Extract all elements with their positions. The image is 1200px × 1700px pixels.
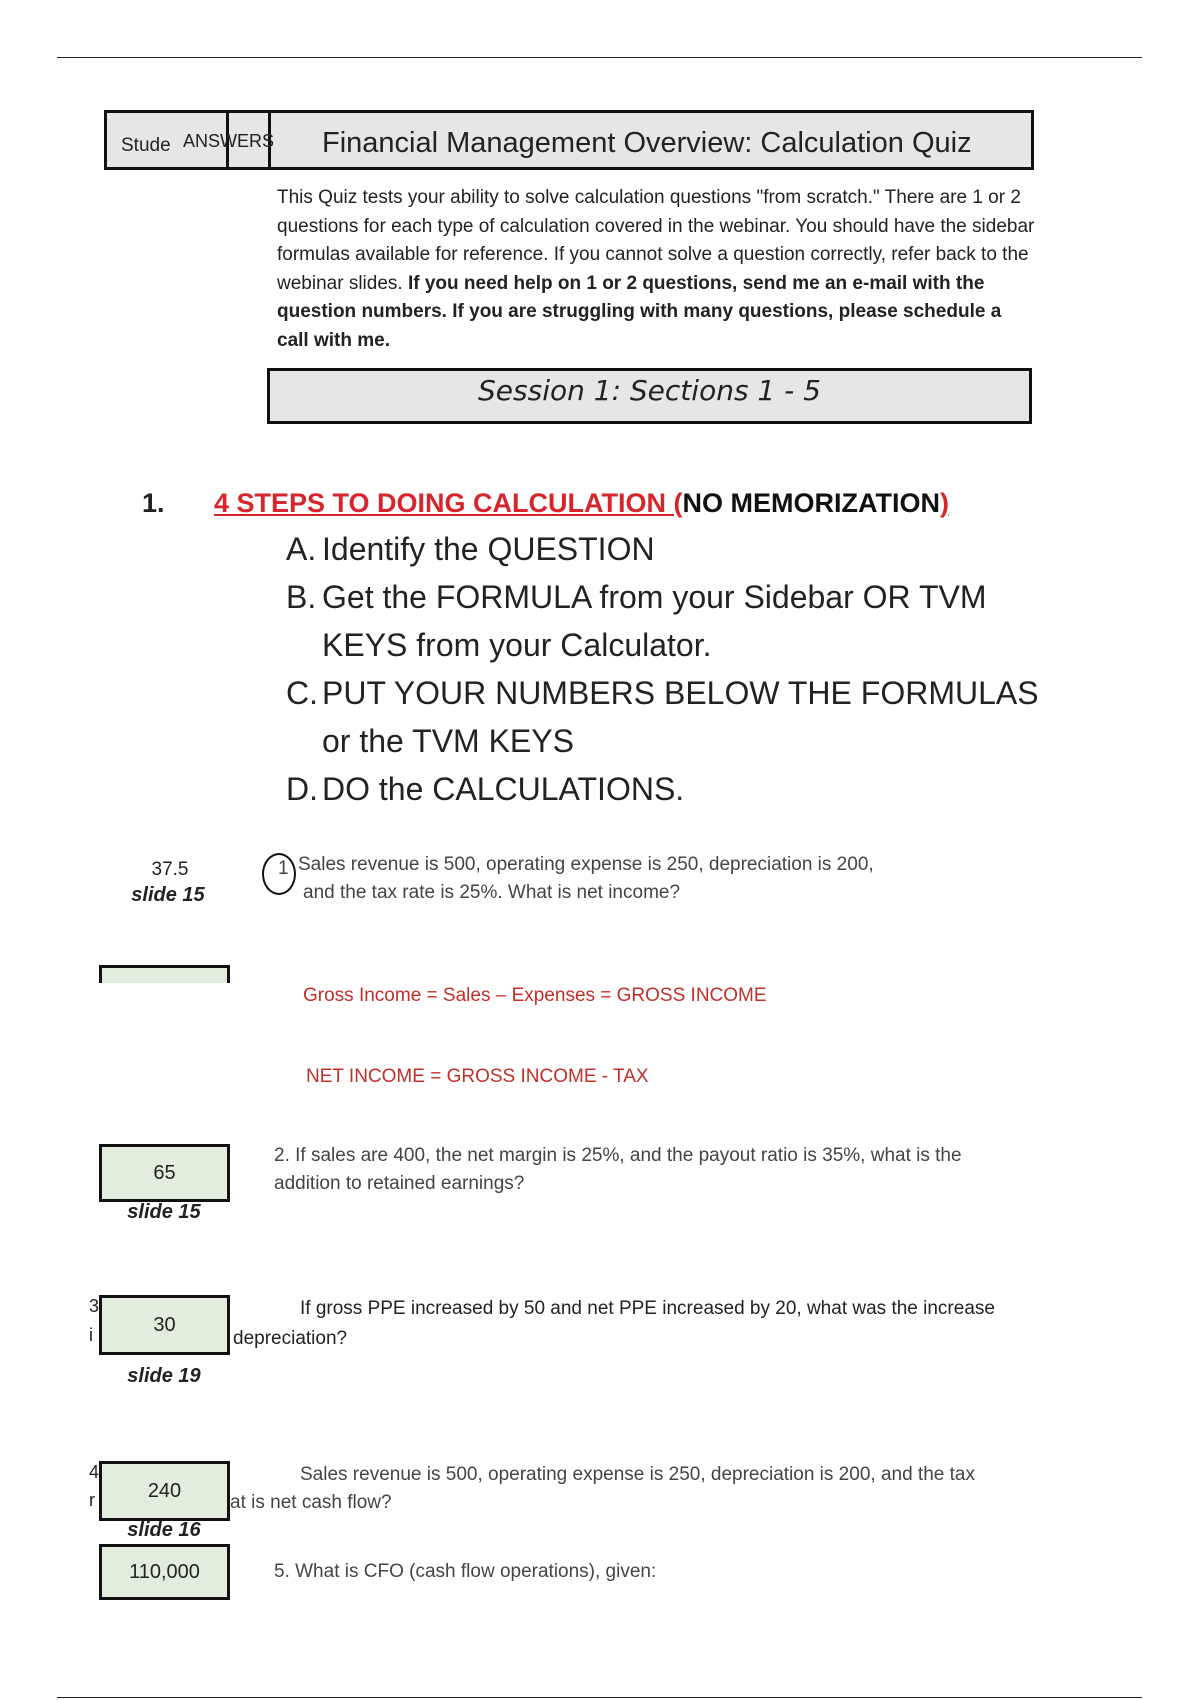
- answer-box: [99, 1461, 230, 1521]
- step-item: [286, 669, 1056, 765]
- answer-value: 37.5: [151, 859, 189, 880]
- intro-bold-text: If you need help on 1 or 2 questions, send me an e-mail with the question numbers. If you are struggling with many questions, please schedule a call with me.: [277, 272, 1002, 351]
- steps-list: [286, 525, 1056, 813]
- slide-reference: slide 19: [127, 1365, 201, 1387]
- intro-text: This Quiz tests your ability to solve calculation questions "from scratch." There are 1 or 2 questions for each type of calculation covered in the webinar. You should have the sidebar formulas available for reference. If you cannot solve a question correctly, refer back to the webinar slides.: [277, 187, 1035, 294]
- top-rule: [57, 57, 1142, 58]
- question-text-line2: depreciation?: [233, 1328, 348, 1349]
- question-text-line1: Sales revenue is 500, operating expense is 250, depreciation is 200, and the tax: [300, 1464, 975, 1485]
- section-number: 1.: [142, 488, 165, 518]
- question-text-line1: Sales revenue is 500, operating expense is 250, depreciation is 200,: [298, 854, 874, 875]
- section-title-black: NO MEMORIZATION: [682, 488, 941, 518]
- answer-box: [99, 1144, 230, 1202]
- step-text: Identify the QUESTION: [322, 531, 655, 567]
- answer-box-partial: [99, 965, 230, 983]
- section-title: [214, 488, 949, 519]
- answers-label: ANSWERS: [183, 131, 275, 151]
- page-title: Financial Management Overview: Calculation Quiz: [322, 127, 972, 159]
- answer-value: 110,000: [129, 1561, 200, 1583]
- step-item: [286, 573, 1056, 669]
- answer-value: 240: [147, 1480, 182, 1502]
- intro-paragraph: [277, 184, 1037, 355]
- step-text: DO the CALCULATIONS.: [322, 771, 685, 807]
- question-text-line2: at is net cash flow?: [230, 1492, 392, 1513]
- question-text-line1: If gross PPE increased by 50 and net PPE increased by 20, what was the increase: [300, 1298, 995, 1319]
- step-text: Get the FORMULA from your Sidebar OR TVM KEYS from your Calculator.: [322, 579, 987, 663]
- answer-value: 30: [153, 1314, 176, 1336]
- step-letter: D.: [286, 771, 318, 807]
- question-text-stub: i: [89, 1325, 93, 1345]
- slide-reference: slide 15: [127, 1201, 201, 1223]
- answer-box: [99, 1295, 230, 1355]
- slide-reference: slide 15: [131, 884, 205, 906]
- formula-gross-income: Gross Income = Sales – Expenses = GROSS INCOME: [303, 985, 767, 1006]
- slide-reference: slide 16: [127, 1519, 201, 1541]
- step-letter: A.: [286, 531, 317, 567]
- step-text: PUT YOUR NUMBERS BELOW THE FORMULAS or the TVM KEYS: [322, 675, 1039, 759]
- question-number-stub: 3: [89, 1296, 100, 1316]
- session-banner: [267, 368, 1032, 424]
- question-number-stub: 4: [89, 1462, 100, 1482]
- question-text-stub: r: [89, 1490, 95, 1510]
- session-title: Session 1: Sections 1 - 5: [478, 374, 821, 407]
- step-item: [286, 765, 1056, 813]
- question-text-line1: 2. If sales are 400, the net margin is 25%, and the payout ratio is 35%, what is the: [274, 1145, 962, 1166]
- question-text-line1: 5. What is CFO (cash flow operations), given:: [274, 1561, 657, 1582]
- question-number: 1: [278, 858, 289, 879]
- answer-value: 65: [153, 1162, 176, 1184]
- question-text-line2: and the tax rate is 25%. What is net income?: [303, 882, 681, 903]
- student-label: Stude: [121, 135, 171, 156]
- step-letter: B.: [286, 579, 317, 615]
- step-item: [286, 525, 1056, 573]
- section-title-close: ): [940, 488, 950, 518]
- section-title-red: 4 STEPS TO DOING CALCULATION (: [214, 488, 683, 518]
- step-letter: C.: [286, 675, 318, 711]
- formula-net-income: NET INCOME = GROSS INCOME - TAX: [306, 1066, 649, 1087]
- question-text-line2: addition to retained earnings?: [274, 1173, 525, 1194]
- bottom-rule: [57, 1697, 1142, 1698]
- quiz-header: [104, 110, 1034, 170]
- answer-box: [99, 1544, 230, 1600]
